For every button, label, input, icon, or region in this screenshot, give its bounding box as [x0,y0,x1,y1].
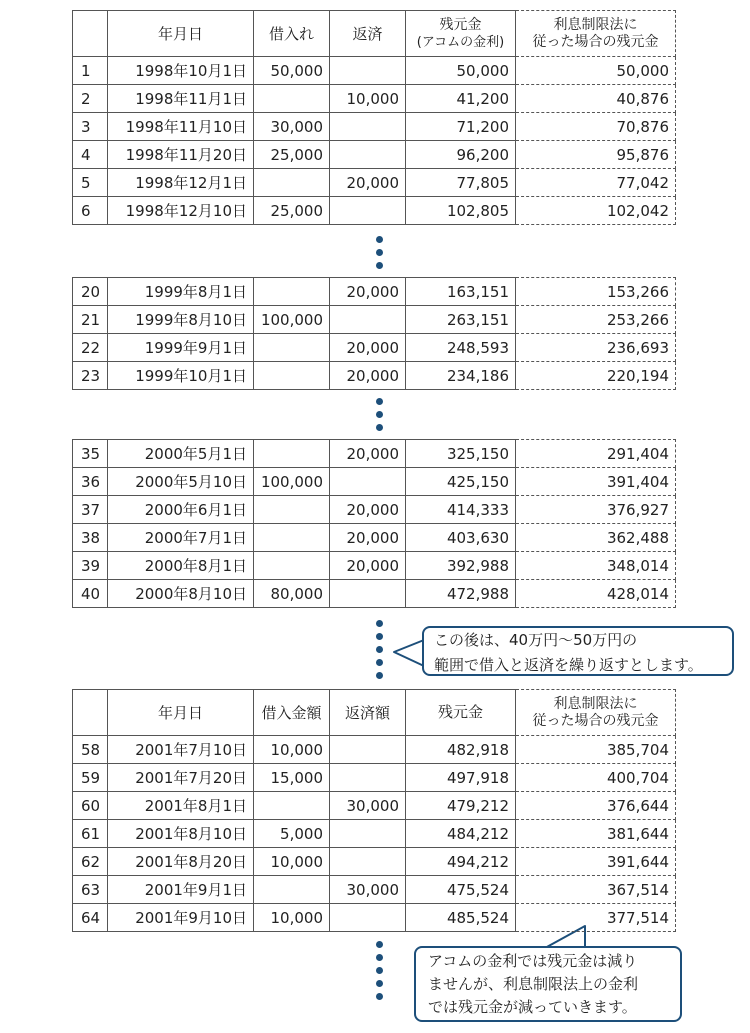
row-balance: 403,630 [406,524,516,552]
row-no: 20 [73,278,108,306]
row-no: 1 [73,57,108,85]
row-date: 2000年5月10日 [108,468,254,496]
row-balance: 77,805 [406,169,516,197]
row-no: 2 [73,85,108,113]
row-balance: 96,200 [406,141,516,169]
row-balance: 482,918 [406,736,516,764]
row-balance: 163,151 [406,278,516,306]
header-legal-line1: 利息制限法に [553,16,638,33]
row-no: 38 [73,524,108,552]
row-legal-balance: 362,488 [516,524,676,552]
row-date: 1998年11月1日 [108,85,254,113]
row-repay: 20,000 [330,334,406,362]
callout2-line2: ませんが、利息制限法上の金利 [428,975,639,993]
header-borrow-amount: 借入金額 [254,690,330,736]
row-date: 2001年8月20日 [108,848,254,876]
table-row [73,736,676,764]
row-balance: 392,988 [406,552,516,580]
row-borrow: 10,000 [254,904,330,932]
row-legal-balance: 153,266 [516,278,676,306]
row-no: 6 [73,197,108,225]
row-date: 2001年8月10日 [108,820,254,848]
row-date: 1998年11月20日 [108,141,254,169]
row-legal-balance: 40,876 [516,85,676,113]
row-balance: 494,212 [406,848,516,876]
row-borrow: 100,000 [254,306,330,334]
row-date: 2000年5月1日 [108,440,254,468]
row-no: 61 [73,820,108,848]
row-date: 2001年7月20日 [108,764,254,792]
row-balance: 485,524 [406,904,516,932]
callout2-line3: では残元金が減っていきます。 [428,998,637,1016]
header-date: 年月日 [108,11,254,57]
row-borrow: 100,000 [254,468,330,496]
row-balance: 325,150 [406,440,516,468]
row-repay: 20,000 [330,362,406,390]
row-date: 2000年8月1日 [108,552,254,580]
row-legal-balance: 377,514 [516,904,676,932]
row-legal-balance: 428,014 [516,580,676,608]
row-repay: 20,000 [330,552,406,580]
row-repay: 10,000 [330,85,406,113]
row-date: 1998年11月10日 [108,113,254,141]
row-repay: 30,000 [330,876,406,904]
table-row [73,904,676,932]
row-date: 1998年12月10日 [108,197,254,225]
row-legal-balance: 95,876 [516,141,676,169]
row-balance: 414,333 [406,496,516,524]
header-repay-amount: 返済額 [330,690,406,736]
row-legal-balance: 50,000 [516,57,676,85]
row-borrow [254,876,330,904]
row-no: 3 [73,113,108,141]
row-legal-balance: 391,404 [516,468,676,496]
row-no: 62 [73,848,108,876]
row-date: 1998年12月1日 [108,169,254,197]
header-legal-line1: 利息制限法に [553,695,638,712]
table-row [73,848,676,876]
row-legal-balance: 236,693 [516,334,676,362]
row-legal-balance: 70,876 [516,113,676,141]
callout1-line1: この後は、40万円～50万円の [434,631,638,649]
header-borrow: 借入れ [254,11,330,57]
row-repay: 20,000 [330,496,406,524]
row-date: 2000年8月10日 [108,580,254,608]
row-balance: 263,151 [406,306,516,334]
row-date: 1998年10月1日 [108,57,254,85]
header-legal-line2: 従った場合の残元金 [532,33,659,50]
row-balance: 248,593 [406,334,516,362]
callout2-line1: アコムの金利では残元金は減り [428,952,638,970]
row-balance: 484,212 [406,820,516,848]
row-legal-balance: 367,514 [516,876,676,904]
row-borrow: 5,000 [254,820,330,848]
row-borrow: 30,000 [254,113,330,141]
header-date: 年月日 [108,690,254,736]
header-legal-line2: 従った場合の残元金 [532,712,659,729]
row-date: 1999年8月1日 [108,278,254,306]
row-no: 4 [73,141,108,169]
row-borrow: 10,000 [254,848,330,876]
row-repay: 20,000 [330,278,406,306]
table-row [73,792,676,820]
row-legal-balance: 348,014 [516,552,676,580]
row-no: 22 [73,334,108,362]
row-date: 2000年7月1日 [108,524,254,552]
row-legal-balance: 385,704 [516,736,676,764]
row-borrow: 10,000 [254,736,330,764]
row-no: 21 [73,306,108,334]
ellipsis-dots-4 [376,941,384,1006]
row-repay: 20,000 [330,440,406,468]
callout-note-repeat [422,626,734,676]
row-date: 2001年9月1日 [108,876,254,904]
row-legal-balance: 220,194 [516,362,676,390]
row-balance: 475,524 [406,876,516,904]
row-date: 2001年7月10日 [108,736,254,764]
row-balance: 425,150 [406,468,516,496]
callout-note-balance [414,946,682,1022]
row-date: 2001年9月10日 [108,904,254,932]
row-borrow: 25,000 [254,141,330,169]
row-no: 35 [73,440,108,468]
row-date: 1999年9月1日 [108,334,254,362]
row-no: 5 [73,169,108,197]
row-legal-balance: 381,644 [516,820,676,848]
table-row [73,820,676,848]
row-balance: 479,212 [406,792,516,820]
row-repay [330,820,406,848]
row-legal-balance: 376,927 [516,496,676,524]
row-repay: 20,000 [330,169,406,197]
row-balance: 234,186 [406,362,516,390]
row-legal-balance: 253,266 [516,306,676,334]
row-repay [330,764,406,792]
row-repay [330,736,406,764]
row-borrow: 15,000 [254,764,330,792]
row-balance: 472,988 [406,580,516,608]
row-repay: 30,000 [330,792,406,820]
row-repay [330,848,406,876]
row-no: 23 [73,362,108,390]
row-repay: 20,000 [330,524,406,552]
callout1-line2: 範囲で借入と返済を繰り返すとします。 [434,656,703,674]
row-no: 60 [73,792,108,820]
transaction-table-2001 [72,689,676,932]
row-no: 39 [73,552,108,580]
table-row [73,764,676,792]
row-legal-balance: 291,404 [516,440,676,468]
row-balance: 50,000 [406,57,516,85]
row-legal-balance: 376,644 [516,792,676,820]
row-no: 40 [73,580,108,608]
row-legal-balance: 77,042 [516,169,676,197]
header-no [73,690,108,736]
row-date: 2000年6月1日 [108,496,254,524]
row-no: 59 [73,764,108,792]
row-borrow: 80,000 [254,580,330,608]
row-legal-balance: 102,042 [516,197,676,225]
row-no: 37 [73,496,108,524]
row-legal-balance: 400,704 [516,764,676,792]
row-no: 58 [73,736,108,764]
row-borrow: 25,000 [254,197,330,225]
row-no: 36 [73,468,108,496]
row-borrow [254,792,330,820]
row-no: 63 [73,876,108,904]
callout1-pointer [394,640,424,666]
row-no: 64 [73,904,108,932]
header-balance: 残元金 [406,690,516,736]
row-repay [330,904,406,932]
table-header-row [73,690,676,736]
row-balance: 102,805 [406,197,516,225]
row-balance: 41,200 [406,85,516,113]
row-balance: 497,918 [406,764,516,792]
row-borrow: 50,000 [254,57,330,85]
row-balance: 71,200 [406,113,516,141]
row-legal-balance: 391,644 [516,848,676,876]
header-balance-line2: (アコムの金利) [416,34,505,50]
table-row [73,876,676,904]
header-legal-balance [516,690,676,736]
row-date: 1999年8月10日 [108,306,254,334]
header-repay: 返済 [330,11,406,57]
row-date: 2001年8月1日 [108,792,254,820]
row-date: 1999年10月1日 [108,362,254,390]
header-balance-line1: 残元金 [439,16,482,33]
